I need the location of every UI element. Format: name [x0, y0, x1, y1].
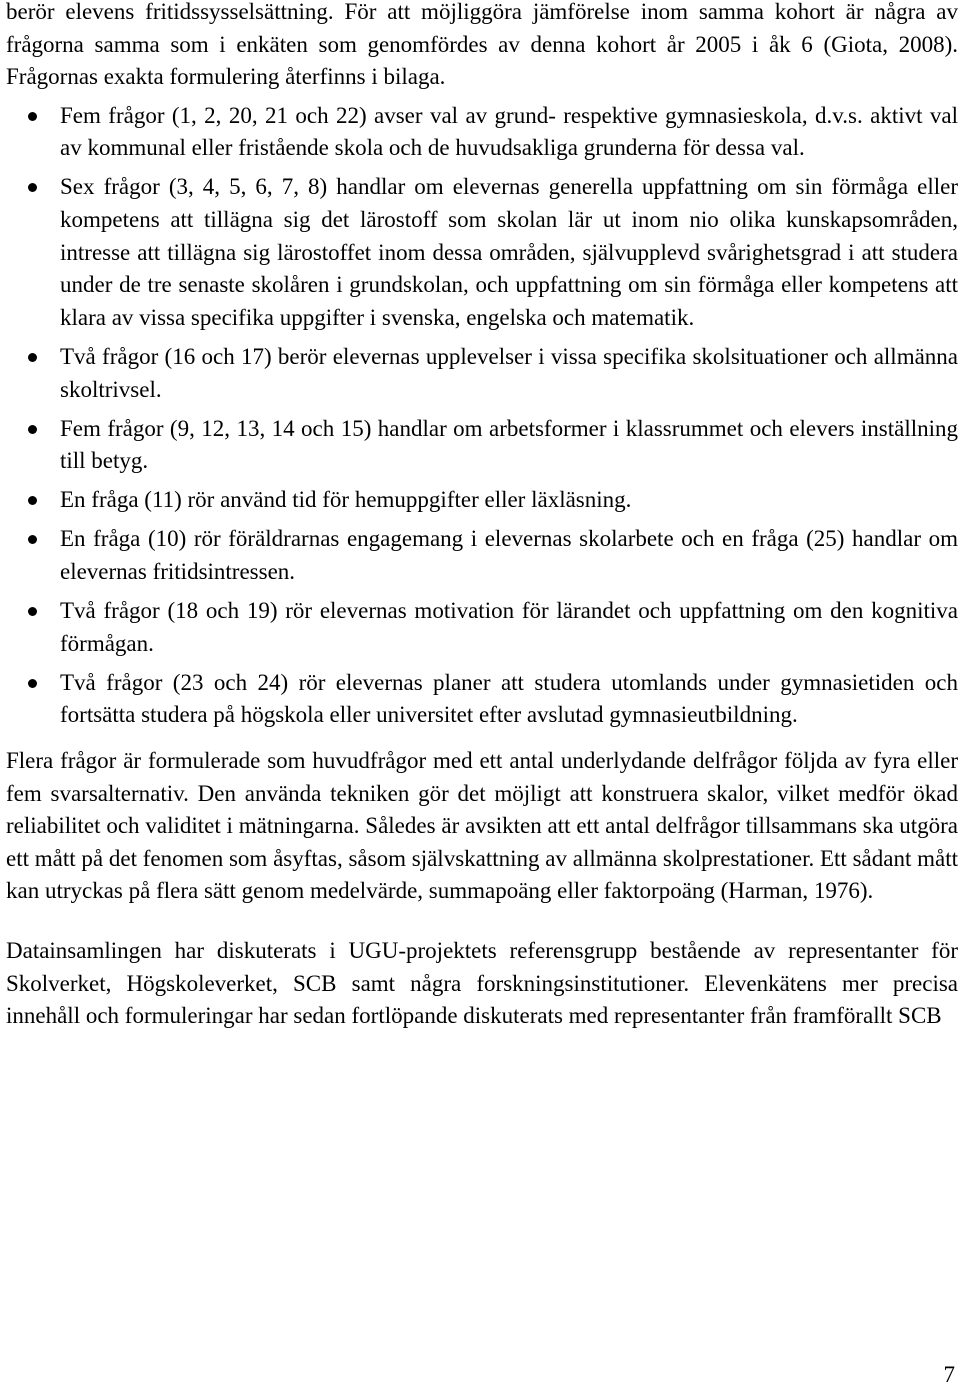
bullet-item — [6, 595, 958, 660]
question-bullet-list — [6, 100, 958, 732]
bullet-text: Fem frågor (1, 2, 20, 21 och 22) avser val av grund- respektive gymnasieskola, d.v.s. aktivt val av kommunal eller fristående skola och de huvudsakliga grunderna för dessa val. — [60, 102, 958, 161]
bullet-text: Två frågor (23 och 24) rör elevernas planer att studera utomlands under gymnasietiden och fortsätta studera på högskola eller universitet efter avslutad gymnasieutbildning. — [60, 669, 958, 728]
bullet-text: Två frågor (18 och 19) rör elevernas motivation för lärandet och uppfattning om den kognitiva förmågan. — [60, 598, 958, 656]
bullet-item — [6, 523, 958, 588]
bullet-dot-icon — [28, 183, 37, 192]
bullet-item — [6, 413, 958, 478]
intro-paragraph: berör elevens fritidssysselsättning. För att möjliggöra jämförelse inom samma kohort är några av frågorna samma som i enkäten som genomfördes av denna kohort år 2005 i åk 6 (Giota, 2008). Frågornas exakta formulering återfinns i bilaga. — [6, 0, 958, 90]
bullet-text: Två frågor (16 och 17) berör elevernas upplevelser i vissa specifika skolsituationer och allmänna skoltrivsel. — [60, 343, 958, 402]
bullet-text: En fråga (11) rör använd tid för hemuppgifter eller läxläsning. — [60, 487, 632, 513]
document-page — [6, 0, 958, 1033]
bullet-text: En fråga (10) rör föräldrarnas engagemang i elevernas skolarbete och en fråga (25) handlar om elevernas fritidsintressen. — [60, 526, 958, 584]
bullet-text: Fem frågor (9, 12, 13, 14 och 15) handlar om arbetsformer i klassrummet och elevers inställning till betyg. — [60, 415, 958, 474]
bullet-dot-icon — [28, 496, 37, 505]
bullet-item — [6, 341, 958, 406]
bullet-item — [6, 100, 958, 165]
bullet-dot-icon — [28, 353, 37, 362]
bullet-dot-icon — [28, 679, 37, 688]
body-paragraph-scales: Flera frågor är formulerade som huvudfrågor med ett antal underlydande delfrågor följda av fyra eller fem svarsalternativ. Den använda tekniken gör det möjligt att konstruera skalor, vilket medför ökad reliabilitet och validitet i mätningarna. Således är avsikten att ett antal delfrågor tillsammans ska utgöra ett mått på det fenomen som åsyftas, såsom självskattning av allmänna skolprestationer. Ett sådant mått kan utryckas på flera sätt genom medelvärde, summapoäng eller faktorpoäng (Harman, 1976). — [6, 747, 958, 904]
bullet-item — [6, 171, 958, 334]
bullet-dot-icon — [28, 112, 37, 121]
bullet-item — [6, 484, 958, 517]
body-paragraph-data-collection: Datainsamlingen har diskuterats i UGU-projektets referensgrupp bestående av representanter för Skolverket, Högskoleverket, SCB samt några forskningsinstitutioner. Elevenkätens mer precisa innehåll och formuleringar har sedan fortlöpande diskuterats med representanter från framförallt SCB — [6, 937, 958, 1029]
bullet-dot-icon — [28, 607, 37, 616]
bullet-dot-icon — [28, 425, 37, 434]
bullet-dot-icon — [28, 535, 37, 544]
bullet-item — [6, 667, 958, 732]
page-number: 7 — [943, 1362, 955, 1387]
bullet-text: Sex frågor (3, 4, 5, 6, 7, 8) handlar om elevernas generella uppfattning om sin förmåga eller kompetens att tillägna sig det lärostoff som skolan lär ut inom nio olika kunskapsområden, intresse att tillägna sig lärostoffet inom dessa områden, självupplevd svårighetsgrad i att studera under de tre senaste skolåren i grundskolan, och uppfattning om sin förmåga eller kompetens att klara av vissa specifika uppgifter i svenska, engelska och matematik. — [60, 174, 958, 330]
